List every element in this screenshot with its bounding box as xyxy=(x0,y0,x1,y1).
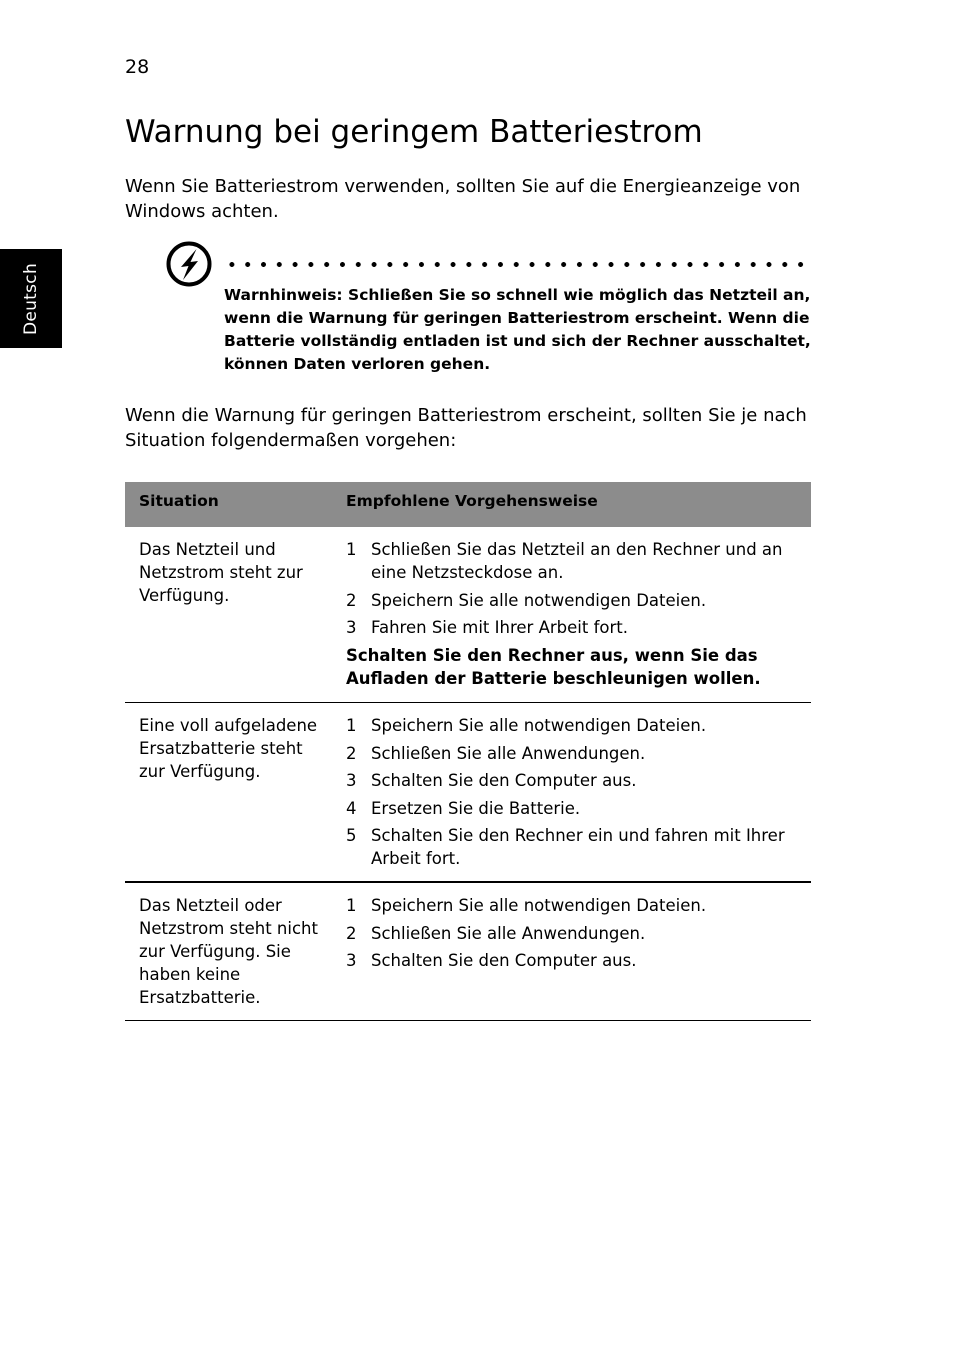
step-item: 5 Schalten Sie den Rechner ein und fahren mit Ihrer Arbeit fort. xyxy=(346,826,785,868)
table-row xyxy=(125,703,811,883)
table-row xyxy=(125,527,811,703)
action-cell xyxy=(346,538,806,690)
step-item: 2 Schließen Sie alle Anwendungen. xyxy=(346,743,646,763)
situation-cell: Eine voll aufgeladene Ersatzbatterie steht zur Verfügung. xyxy=(139,716,318,781)
side-tab-label: Deutsch xyxy=(21,262,41,335)
intro-paragraph: Wenn Sie Batteriestrom verwenden, sollten Sie auf die Energieanzeige von Windows achten. xyxy=(125,176,801,222)
table-row xyxy=(125,883,811,1021)
step-item: 1 Schließen Sie das Netzteil an den Rechner und an eine Netzsteckdose an. xyxy=(346,540,783,582)
step-item: 1 Speichern Sie alle notwendigen Dateien. xyxy=(346,716,707,735)
step-item: 3 Fahren Sie mit Ihrer Arbeit fort. xyxy=(346,618,628,637)
step-item: 2 Schließen Sie alle Anwendungen. xyxy=(346,923,646,943)
page-title: Warnung bei geringem Batteriestrom xyxy=(125,114,703,150)
situation-cell: Das Netzteil oder Netzstrom steht nicht zur Verfügung. Sie haben keine Ersatzbatterie. xyxy=(139,896,318,1007)
situation-cell: Das Netzteil und Netzstrom steht zur Verfügung. xyxy=(139,540,303,605)
language-side-tab xyxy=(0,249,62,348)
header-recommended-action: Empfohlene Vorgehensweise xyxy=(346,492,598,510)
situation-intro-paragraph: Wenn die Warnung für geringen Batteriestrom erscheint, sollten Sie je nach Situation folgendermaßen vorgehen: xyxy=(125,405,807,451)
header-situation: Situation xyxy=(139,492,219,510)
warning-dotted-rule xyxy=(224,262,810,267)
step-item: 2 Speichern Sie alle notwendigen Dateien. xyxy=(346,590,707,610)
step-item: 1 Speichern Sie alle notwendigen Dateien. xyxy=(346,896,707,915)
battery-action-table xyxy=(125,482,811,1021)
step-item: 3 Schalten Sie den Computer aus. xyxy=(346,951,637,970)
action-cell xyxy=(346,894,806,977)
warning-text: Warnhinweis: Schließen Sie so schnell wie möglich das Netzteil an, wenn die Warnung für geringen Batteriestrom erscheint. Wenn die Batterie vollständig entladen ist und sich der Rechner ausschaltet, können Daten verloren gehen. xyxy=(224,286,811,373)
step-item: 3 Schalten Sie den Computer aus. xyxy=(346,771,637,790)
step-item: 4 Ersetzen Sie die Batterie. xyxy=(346,798,581,818)
row-note: Schalten Sie den Rechner aus, wenn Sie das Aufladen der Batterie beschleunigen wollen. xyxy=(346,645,761,688)
table-header xyxy=(125,482,811,527)
warning-lightning-icon xyxy=(165,240,213,288)
action-cell xyxy=(346,714,806,875)
page-number: 28 xyxy=(125,56,150,78)
